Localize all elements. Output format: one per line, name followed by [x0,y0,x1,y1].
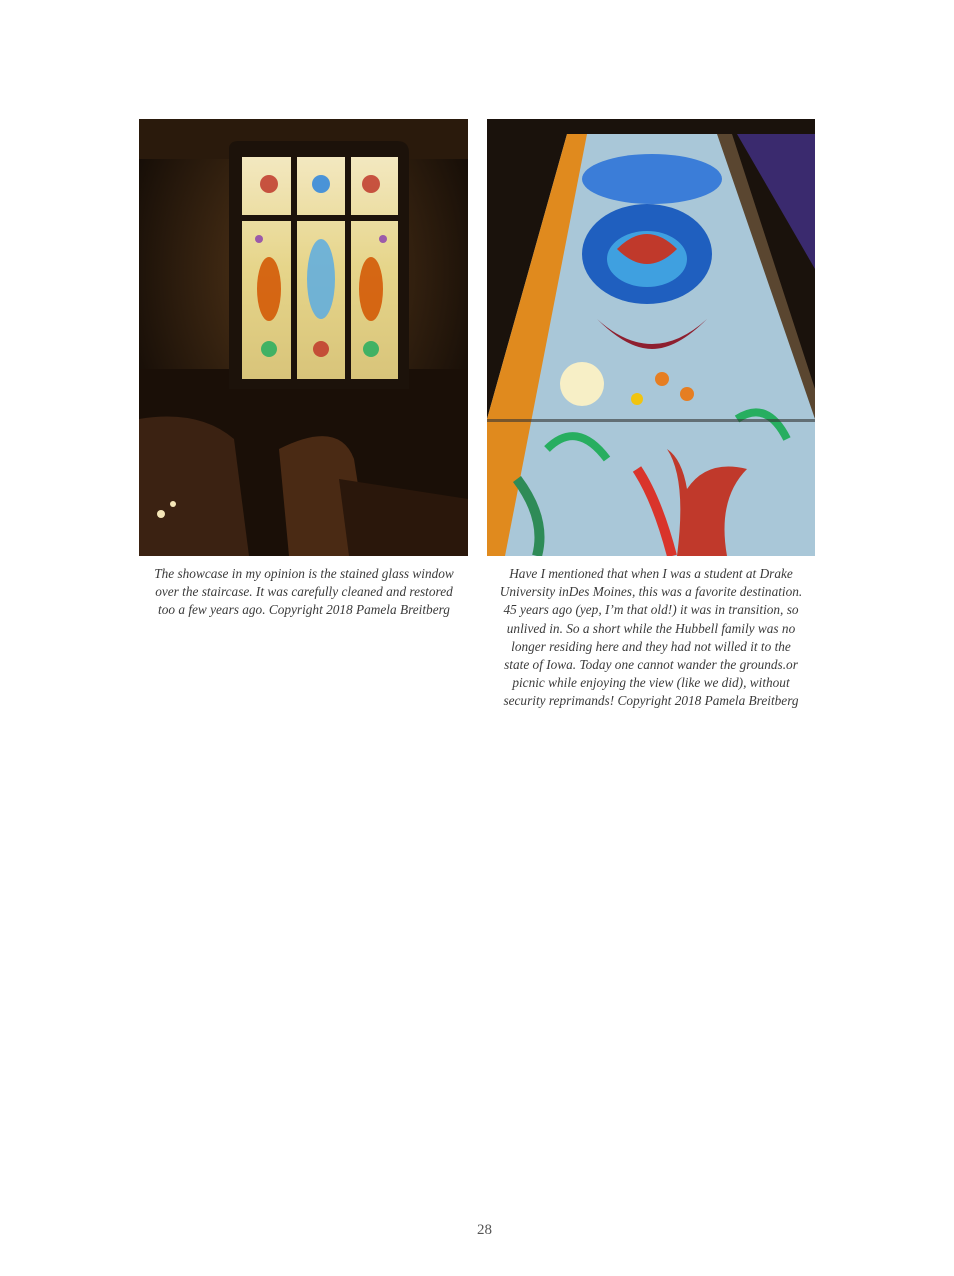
page-number: 28 [477,1222,492,1238]
stained-glass-closeup-photo [487,119,815,556]
staircase-window-photo [139,119,468,556]
caption-left: The showcase in my opinion is the stained glass window over the staircase. It was carefully cleaned and restored too a few years ago. Copyright 2018 Pamela Breitberg [154,566,454,618]
caption-right: Have I mentioned that when I was a student at Drake University inDes Moines, this was a favorite destination. 45 years ago (yep, I’m that old!) it was in transition, so unlived in. So a short while the Hubbell family was no longer residing here and they had not willed it to the state of Iowa. Today one cannot wander the grounds.or picnic while enjoying the view (like we did), without security reprimands! Copyright 2018 Pamela Breitberg [499,566,803,709]
